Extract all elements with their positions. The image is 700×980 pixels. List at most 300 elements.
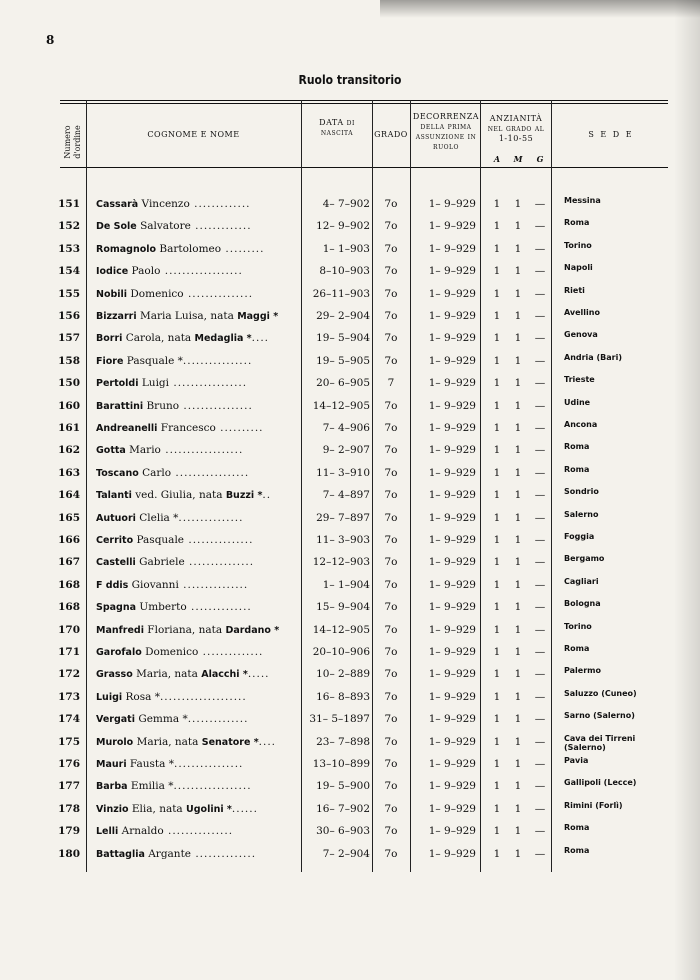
- given-name: Salvatore: [140, 220, 191, 233]
- row-anz-a: 1: [493, 198, 501, 210]
- row-anz-g: —: [534, 332, 546, 345]
- row-anz-m: 1: [514, 690, 522, 703]
- row-birth-date: 4– 7–902: [322, 198, 370, 210]
- table-row: [0, 215, 700, 237]
- row-sede: Gallipoli (Lecce): [564, 778, 637, 788]
- row-sede: Avellino: [564, 308, 600, 317]
- row-anz-g: —: [534, 713, 546, 726]
- leader-dots: .............: [190, 220, 252, 233]
- row-anz-g: —: [534, 422, 546, 434]
- row-anz-g: —: [534, 802, 546, 815]
- row-birth-date: 23– 7–898: [316, 735, 370, 748]
- table-row: [0, 327, 700, 349]
- row-anz-m: 1: [514, 556, 522, 569]
- row-anz-a: 1: [493, 489, 501, 502]
- leader-dots: ...............: [178, 578, 249, 591]
- row-sede: Rieti: [564, 285, 585, 295]
- row-birth-date: 20– 6–905: [316, 377, 370, 390]
- row-decorrenza: 1– 9–929: [428, 556, 476, 569]
- row-grade: 7o: [384, 623, 398, 636]
- row-grade: 7o: [384, 242, 398, 255]
- row-birth-date: 29– 7–897: [316, 511, 370, 524]
- row-number: 158: [58, 354, 80, 367]
- surname: Barattini: [96, 400, 144, 412]
- row-decorrenza: 1– 9–929: [428, 466, 476, 479]
- row-decorrenza: 1– 9–929: [428, 825, 476, 838]
- row-birth-date: 31– 5–1897: [309, 713, 370, 726]
- row-anz-a: 1: [493, 220, 501, 233]
- row-grade: 7: [387, 377, 395, 390]
- given-name: ved. Giulia, nata: [135, 489, 223, 502]
- given-name: Gabriele: [139, 556, 185, 569]
- row-decorrenza: 1– 9–929: [428, 310, 476, 322]
- table-row: [0, 663, 700, 685]
- leader-dots: .................: [169, 377, 248, 390]
- row-anz-m: 1: [514, 713, 522, 726]
- leader-dots: ...............: [163, 825, 234, 838]
- row-anz-m: 1: [514, 422, 522, 434]
- row-birth-date: 15– 9–904: [316, 601, 370, 614]
- row-sede: Messina: [564, 196, 601, 205]
- row-decorrenza: 1– 9–929: [428, 623, 476, 636]
- row-decorrenza: 1– 9–929: [428, 802, 476, 815]
- row-name: [96, 780, 296, 792]
- row-name: [96, 668, 296, 680]
- row-anz-a: 1: [493, 690, 501, 703]
- row-anz-a: 1: [493, 668, 501, 681]
- row-birth-date: 7– 4–897: [322, 489, 370, 502]
- row-number: 150: [58, 377, 80, 390]
- row-decorrenza: 1– 9–929: [428, 265, 476, 278]
- row-birth-date: 16– 7–902: [316, 802, 370, 815]
- row-name: [96, 848, 296, 860]
- row-sede: Torino: [564, 240, 592, 250]
- row-name: [96, 422, 296, 434]
- row-name: [96, 265, 296, 277]
- row-grade: 7o: [384, 310, 398, 322]
- row-number: 155: [58, 287, 80, 300]
- row-anz-a: 1: [493, 287, 501, 300]
- given-name: Pasquale: [136, 534, 185, 546]
- given-name: Gemma *: [138, 713, 188, 726]
- surname: Luigi: [96, 691, 123, 703]
- row-decorrenza: 1– 9–929: [428, 780, 476, 793]
- row-name: [96, 288, 296, 300]
- row-number: 172: [58, 668, 80, 681]
- row-birth-date: 10– 2–889: [316, 668, 370, 681]
- surname: Fiore: [96, 355, 124, 367]
- row-birth-date: 1– 1–904: [322, 578, 370, 591]
- table-row: [0, 395, 700, 417]
- surname: De Sole: [96, 221, 137, 233]
- row-number: 166: [58, 534, 80, 546]
- table-row: [0, 574, 700, 596]
- row-decorrenza: 1– 9–929: [428, 354, 476, 367]
- row-birth-date: 1– 1–903: [322, 242, 370, 255]
- row-anz-a: 1: [493, 623, 501, 636]
- row-anz-m: 1: [514, 668, 522, 681]
- row-anz-m: 1: [514, 735, 522, 748]
- leader-dots: .....: [247, 668, 270, 681]
- surname: Borri: [96, 333, 123, 345]
- row-name: [96, 825, 296, 837]
- table-row: [0, 596, 700, 618]
- row-name: [96, 579, 296, 591]
- row-sede: Roma: [564, 845, 590, 855]
- row-number: 154: [58, 265, 80, 278]
- header-birth: DATA di nascita: [319, 118, 355, 137]
- row-sede: Sondrio: [564, 487, 599, 497]
- row-name: [96, 601, 296, 613]
- row-anz-g: —: [534, 198, 546, 210]
- row-anz-m: 1: [514, 399, 522, 412]
- row-birth-date: 7– 2–904: [322, 847, 370, 860]
- row-decorrenza: 1– 9–929: [428, 601, 476, 614]
- row-anz-g: —: [534, 825, 546, 838]
- surname: Mauri: [96, 759, 127, 770]
- maiden-name: Medaglia *: [194, 333, 252, 345]
- leader-dots: ..............: [186, 601, 252, 614]
- row-anz-g: —: [534, 444, 546, 457]
- table-row: [0, 820, 700, 842]
- row-anz-m: 1: [514, 466, 522, 479]
- row-name: [96, 646, 296, 658]
- leader-dots: ...............: [183, 287, 254, 300]
- leader-dots: .................: [171, 466, 250, 479]
- row-number: 161: [58, 422, 80, 434]
- surname: Autuori: [96, 512, 136, 524]
- row-anz-m: 1: [514, 802, 522, 815]
- given-name: Maria, nata: [136, 735, 199, 748]
- row-anz-a: 1: [493, 847, 501, 860]
- row-grade: 7o: [384, 466, 398, 479]
- row-grade: 7o: [384, 422, 398, 434]
- row-name: [96, 467, 296, 479]
- row-number: 162: [58, 444, 80, 457]
- surname: Cassarà: [96, 199, 139, 210]
- surname: Lelli: [96, 826, 119, 838]
- surname: Iodice: [96, 266, 129, 278]
- row-number: 173: [58, 690, 80, 703]
- row-grade: 7o: [384, 399, 398, 412]
- row-sede: Roma: [564, 823, 590, 833]
- row-birth-date: 12–12–903: [312, 556, 370, 569]
- row-anz-g: —: [534, 310, 546, 322]
- surname: Nobili: [96, 288, 128, 300]
- row-sede: Ancona: [564, 420, 598, 429]
- row-birth-date: 20–10–906: [312, 646, 370, 658]
- row-anz-a: 1: [493, 511, 501, 524]
- surname: Spagna: [96, 602, 137, 614]
- row-sede: Bergamo: [564, 554, 605, 564]
- given-name: Carola, nata: [125, 332, 192, 345]
- row-name: [96, 332, 296, 344]
- row-grade: 7o: [384, 735, 398, 748]
- row-name: [96, 758, 296, 770]
- row-anz-g: —: [534, 220, 546, 233]
- table-top-rule-2: [60, 103, 668, 104]
- row-grade: 7o: [384, 198, 398, 210]
- row-anz-a: 1: [493, 265, 501, 278]
- row-decorrenza: 1– 9–929: [428, 646, 476, 658]
- table-row: [0, 372, 700, 394]
- row-anz-m: 1: [514, 198, 522, 210]
- table-row: [0, 260, 700, 282]
- row-anz-a: 1: [493, 646, 501, 658]
- row-anz-a: 1: [493, 332, 501, 345]
- row-number: 152: [58, 220, 80, 233]
- row-anz-a: 1: [493, 399, 501, 412]
- table-row: [0, 283, 700, 305]
- leader-dots: ..............: [198, 646, 264, 658]
- row-anz-g: —: [534, 556, 546, 569]
- header-name: COGNOME E NOME: [147, 130, 240, 139]
- header-anz-g: G: [536, 154, 544, 164]
- row-grade: 7o: [384, 847, 398, 860]
- row-anz-a: 1: [493, 377, 501, 390]
- row-number: 168: [58, 578, 80, 591]
- row-anz-a: 1: [493, 354, 501, 367]
- row-decorrenza: 1– 9–929: [428, 534, 476, 546]
- row-decorrenza: 1– 9–929: [428, 511, 476, 524]
- leader-dots: ...............: [178, 511, 244, 524]
- row-number: 165: [58, 511, 80, 524]
- given-name: Umberto: [139, 601, 187, 614]
- row-sede: Pavia: [564, 756, 589, 765]
- table-row: [0, 350, 700, 372]
- row-decorrenza: 1– 9–929: [428, 399, 476, 412]
- row-anz-g: —: [534, 735, 546, 748]
- row-anz-a: 1: [493, 422, 501, 434]
- table-top-rule: [60, 100, 668, 101]
- row-birth-date: 19– 5–904: [316, 332, 370, 345]
- row-sede: Cagliari: [564, 576, 599, 586]
- row-anz-m: 1: [514, 825, 522, 838]
- row-grade: 7o: [384, 556, 398, 569]
- maiden-name: Maggi *: [237, 311, 279, 322]
- row-name: [96, 736, 296, 748]
- header-grade: GRADO: [374, 130, 408, 139]
- row-anz-g: —: [534, 578, 546, 591]
- row-sede: Cava dei Tirreni (Salerno): [564, 733, 636, 752]
- row-anz-m: 1: [514, 444, 522, 457]
- surname: F ddis: [96, 579, 129, 591]
- page-title: Ruolo transitorio: [298, 73, 402, 87]
- given-name: Elia, nata: [131, 802, 183, 815]
- header-decorrenza: DECORRENZA della prima assunzione in ruolo: [412, 112, 480, 151]
- row-grade: 7o: [384, 758, 398, 770]
- row-anz-g: —: [534, 354, 546, 367]
- row-anz-a: 1: [493, 556, 501, 569]
- row-sede: Foggia: [564, 532, 595, 541]
- surname: Murolo: [96, 736, 134, 748]
- row-birth-date: 14–12–905: [312, 623, 370, 636]
- row-grade: 7o: [384, 668, 398, 681]
- row-number: 171: [58, 646, 80, 658]
- table-row: [0, 305, 700, 327]
- row-anz-g: —: [534, 623, 546, 636]
- row-anz-m: 1: [514, 310, 522, 322]
- row-number: 157: [58, 332, 80, 345]
- table-row: [0, 775, 700, 797]
- row-birth-date: 26–11–903: [312, 287, 370, 300]
- row-grade: 7o: [384, 354, 398, 367]
- row-name: [96, 310, 296, 322]
- maiden-name: Senatore *: [201, 736, 259, 748]
- row-sede: Saluzzo (Cuneo): [564, 688, 637, 698]
- given-name: Fausta *: [129, 758, 174, 770]
- row-anz-a: 1: [493, 578, 501, 591]
- row-decorrenza: 1– 9–929: [428, 332, 476, 345]
- leader-dots: ................: [182, 354, 253, 367]
- row-anz-g: —: [534, 780, 546, 793]
- given-name: Luigi: [141, 377, 170, 390]
- header-anz-a: A: [493, 154, 501, 164]
- surname: Talanti: [96, 490, 132, 502]
- row-number: 178: [58, 802, 80, 815]
- row-anz-g: —: [534, 534, 546, 546]
- row-anz-a: 1: [493, 310, 501, 322]
- row-anz-m: 1: [514, 780, 522, 793]
- row-anz-m: 1: [514, 601, 522, 614]
- row-decorrenza: 1– 9–929: [428, 198, 476, 210]
- surname: Pertoldi: [96, 378, 139, 390]
- row-anz-g: —: [534, 668, 546, 681]
- row-anz-a: 1: [493, 534, 501, 546]
- row-anz-a: 1: [493, 802, 501, 815]
- row-name: [96, 691, 296, 703]
- given-name: Clelia *: [139, 511, 179, 524]
- row-sede: Roma: [564, 644, 590, 653]
- row-anz-a: 1: [493, 735, 501, 748]
- row-name: [96, 220, 296, 232]
- row-number: 179: [58, 825, 80, 838]
- row-sede: Rimini (Forlì): [564, 800, 623, 810]
- row-anz-a: 1: [493, 466, 501, 479]
- row-anz-a: 1: [493, 242, 501, 255]
- row-grade: 7o: [384, 802, 398, 815]
- header-anz-m: M: [513, 154, 523, 164]
- row-sede: Bologna: [564, 599, 601, 609]
- row-decorrenza: 1– 9–929: [428, 690, 476, 703]
- given-name: Rosa *: [125, 690, 160, 703]
- surname: Castelli: [96, 557, 136, 569]
- given-name: Bartolomeo: [159, 242, 222, 255]
- given-name: Argante: [148, 847, 191, 860]
- row-birth-date: 9– 2–907: [322, 444, 370, 457]
- row-anz-m: 1: [514, 578, 522, 591]
- row-birth-date: 12– 9–902: [316, 220, 370, 233]
- row-name: [96, 624, 296, 636]
- row-anz-g: —: [534, 377, 546, 390]
- leader-dots: .............: [189, 198, 251, 210]
- row-birth-date: 19– 5–900: [316, 780, 370, 793]
- row-anz-g: —: [534, 489, 546, 502]
- row-birth-date: 16– 8–893: [316, 690, 370, 703]
- row-anz-m: 1: [514, 377, 522, 390]
- row-sede: Roma: [564, 442, 590, 452]
- surname: Grasso: [96, 669, 133, 681]
- table-row: [0, 551, 700, 573]
- row-sede: Trieste: [564, 375, 595, 385]
- leader-dots: ..................: [173, 780, 252, 793]
- row-name: [96, 444, 296, 456]
- leader-dots: ....: [251, 332, 269, 345]
- maiden-name: Alacchi *: [201, 669, 248, 681]
- surname: Vinzio: [96, 803, 129, 815]
- row-anz-m: 1: [514, 758, 522, 770]
- row-number: 174: [58, 713, 80, 726]
- row-birth-date: 19– 5–905: [316, 354, 370, 367]
- row-sede: Roma: [564, 218, 590, 228]
- leader-dots: ................: [179, 399, 253, 412]
- row-anz-a: 1: [493, 601, 501, 614]
- row-grade: 7o: [384, 601, 398, 614]
- row-name: [96, 556, 296, 568]
- leader-dots: ..............: [191, 847, 257, 860]
- surname: Romagnolo: [96, 243, 157, 255]
- given-name: Bruno: [146, 399, 180, 412]
- row-anz-g: —: [534, 758, 546, 770]
- row-anz-g: —: [534, 511, 546, 524]
- table-row: [0, 484, 700, 506]
- leader-dots: ......: [231, 802, 258, 815]
- row-anz-g: —: [534, 601, 546, 614]
- surname: Barba: [96, 781, 128, 793]
- given-name: Carlo: [142, 466, 172, 479]
- row-anz-m: 1: [514, 242, 522, 255]
- row-birth-date: 7– 4–906: [322, 422, 370, 434]
- row-birth-date: 13–10–899: [312, 758, 370, 770]
- table-row: [0, 843, 700, 865]
- leader-dots: ....................: [159, 690, 247, 703]
- row-anz-g: —: [534, 466, 546, 479]
- table-row: [0, 798, 700, 820]
- leader-dots: ..........: [215, 422, 264, 434]
- row-number: 176: [58, 758, 80, 770]
- row-grade: 7o: [384, 578, 398, 591]
- row-name: [96, 534, 296, 546]
- row-number: 170: [58, 623, 80, 636]
- row-name: [96, 377, 296, 389]
- row-name: [96, 512, 296, 524]
- row-birth-date: 14–12–905: [312, 399, 370, 412]
- leader-dots: ..................: [160, 444, 244, 457]
- table-row: [0, 238, 700, 260]
- leader-dots: ..: [262, 489, 272, 502]
- row-sede: Palermo: [564, 666, 601, 676]
- given-name: Domenico: [130, 287, 184, 300]
- row-sede: Genova: [564, 330, 598, 340]
- row-grade: 7o: [384, 825, 398, 838]
- row-name: [96, 489, 296, 501]
- surname: Bizzarri: [96, 311, 137, 322]
- row-grade: 7o: [384, 534, 398, 546]
- row-decorrenza: 1– 9–929: [428, 735, 476, 748]
- row-name: [96, 198, 296, 210]
- page-number: 8: [46, 33, 55, 47]
- row-grade: 7o: [384, 220, 398, 233]
- row-anz-a: 1: [493, 758, 501, 770]
- row-anz-g: —: [534, 690, 546, 703]
- row-grade: 7o: [384, 287, 398, 300]
- row-anz-m: 1: [514, 265, 522, 278]
- row-number: 175: [58, 735, 80, 748]
- table-row: [0, 708, 700, 730]
- leader-dots: ................: [173, 758, 244, 770]
- surname: Andreanelli: [96, 423, 158, 434]
- given-name: Vincenzo: [141, 198, 190, 210]
